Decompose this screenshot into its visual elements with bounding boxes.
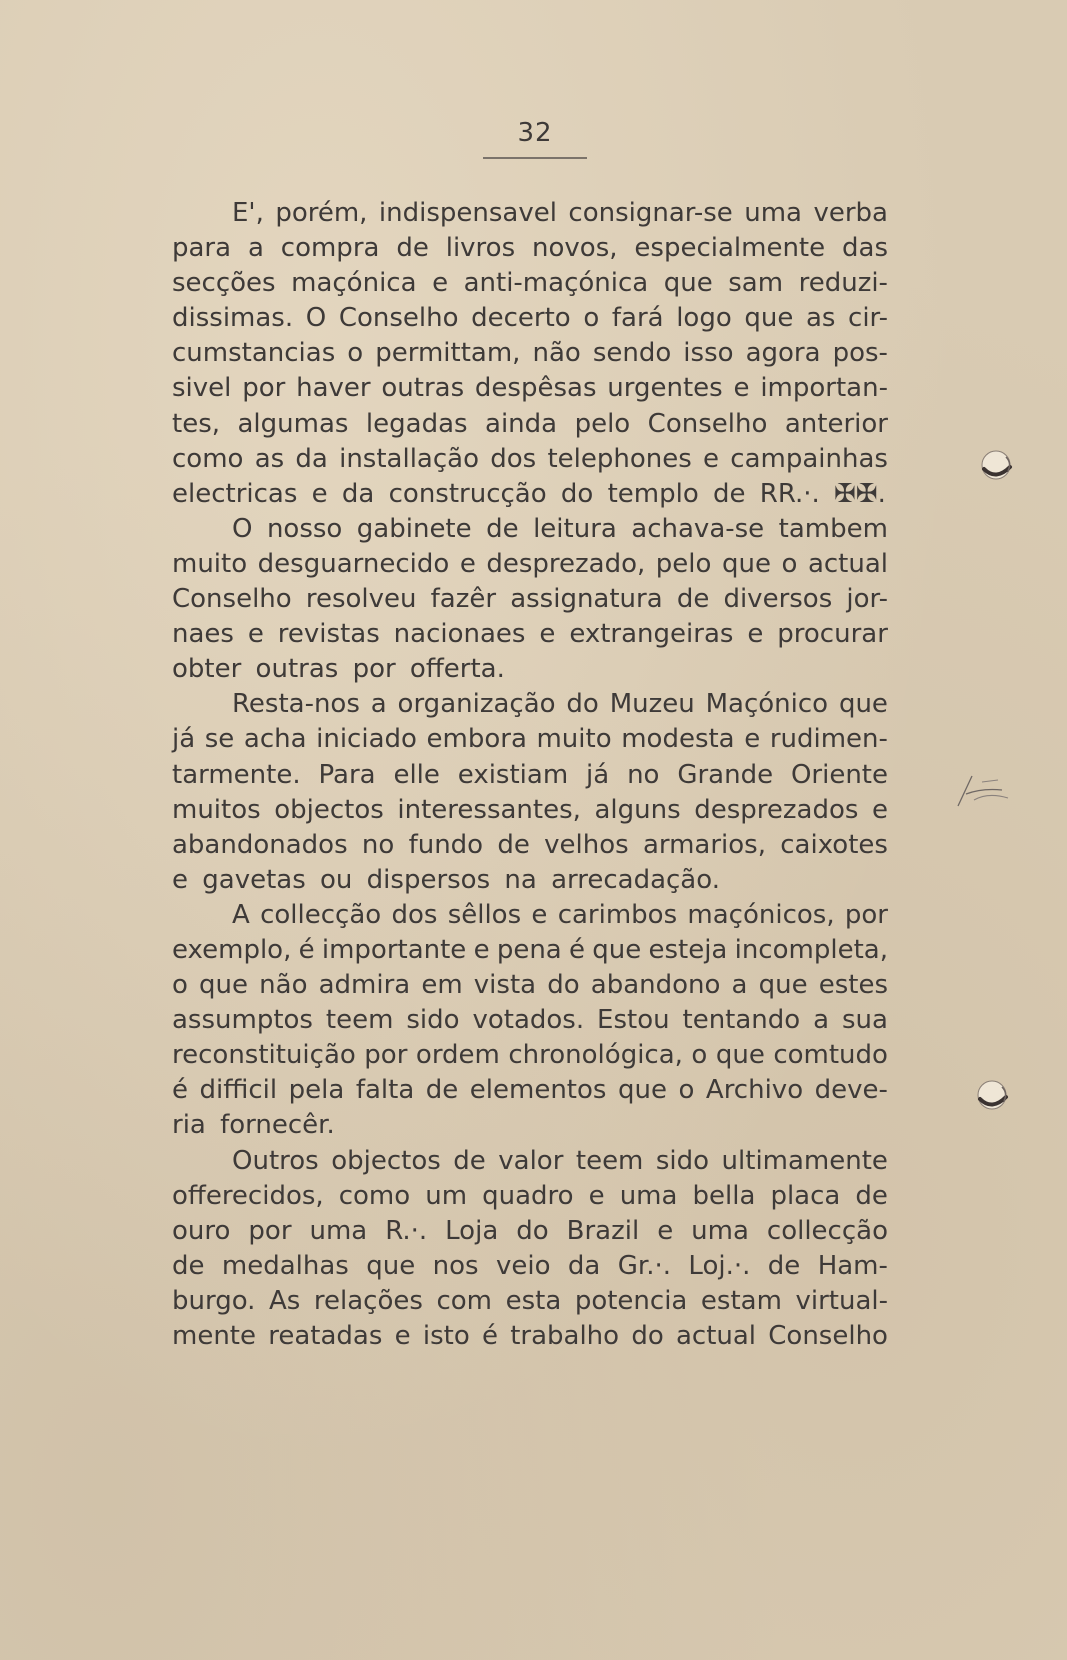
text-line: Resta-nos a organização do Muzeu Maçónico que — [232, 689, 888, 720]
text-line: muitos objectos interessantes, alguns desprezados e — [172, 794, 888, 825]
text-line: offerecidos, como um quadro e uma bella placa de — [172, 1180, 888, 1211]
text-line: e gavetas ou dispersos na arrecadação. — [172, 864, 720, 895]
text-line: sivel por haver outras despêsas urgentes e importan- — [172, 373, 888, 404]
text-line: electricas e da construcção do templo de RR.·. ✠✠. — [172, 478, 886, 509]
text-line: burgo. As relações com esta potencia estam virtual- — [172, 1285, 888, 1316]
text-line: muito desguarnecido e desprezado, pelo que o actual — [172, 548, 888, 579]
text-line: reconstituição por ordem chronológica, o que comtudo — [172, 1040, 888, 1071]
text-line: E', porém, indispensavel consignar-se uma verba — [232, 198, 888, 228]
text-line: obter outras por offerta. — [172, 654, 505, 685]
text-line: o que não admira em vista do abandono a que estes — [172, 970, 888, 1001]
text-line: já se acha iniciado embora muito modesta e rudimen- — [172, 724, 888, 755]
text-line: de medalhas que nos veio da Gr.·. Loj.·. de Ham- — [172, 1250, 888, 1281]
body-text — [172, 196, 888, 1354]
text-line: O nosso gabinete de leitura achava-se tambem — [232, 513, 888, 544]
text-line: para a compra de livros novos, especialmente das — [172, 233, 888, 264]
page-number-rule — [483, 157, 587, 159]
text-line: secções maçónica e anti-maçónica que sam reduzi- — [172, 268, 888, 299]
page-number: 32 — [517, 118, 553, 148]
text-line: abandonados no fundo de velhos armarios, caixotes — [172, 829, 888, 860]
text-line: A collecção dos sêllos e carimbos maçónicos, por — [232, 899, 888, 930]
text-line: ria fornecêr. — [172, 1110, 335, 1141]
bookworm-hole-icon — [976, 445, 1020, 489]
text-line: assumptos teem sido votados. Estou tentando a sua — [172, 1005, 888, 1036]
text-line: tarmente. Para elle existiam já no Grande Oriente — [172, 759, 888, 790]
text-line: naes e revistas nacionaes e extrangeiras e procurar — [172, 619, 888, 650]
text-line: mente reatadas e isto é trabalho do actual Conselho — [172, 1321, 888, 1351]
text-line: dissimas. O Conselho decerto o fará logo que as cir- — [172, 303, 888, 334]
text-line: ouro por uma R.·. Loja do Brazil e uma collecção — [172, 1215, 888, 1246]
text-line: é difficil pela falta de elementos que o Archivo deve- — [172, 1075, 888, 1106]
text-line: tes, algumas legadas ainda pelo Conselho anterior — [172, 408, 888, 439]
text-line: Outros objectos de valor teem sido ultimamente — [232, 1145, 888, 1176]
text-line: cumstancias o permittam, não sendo isso agora pos- — [172, 338, 888, 369]
pen-scribble-icon — [952, 768, 1016, 812]
text-line: exemplo, é importante e pena é que esteja incompleta, — [172, 934, 888, 965]
bookworm-hole-icon — [972, 1075, 1016, 1119]
text-line: como as da installação dos telephones e campainhas — [172, 443, 888, 474]
text-line: Conselho resolveu fazêr assignatura de diversos jor- — [172, 584, 888, 615]
